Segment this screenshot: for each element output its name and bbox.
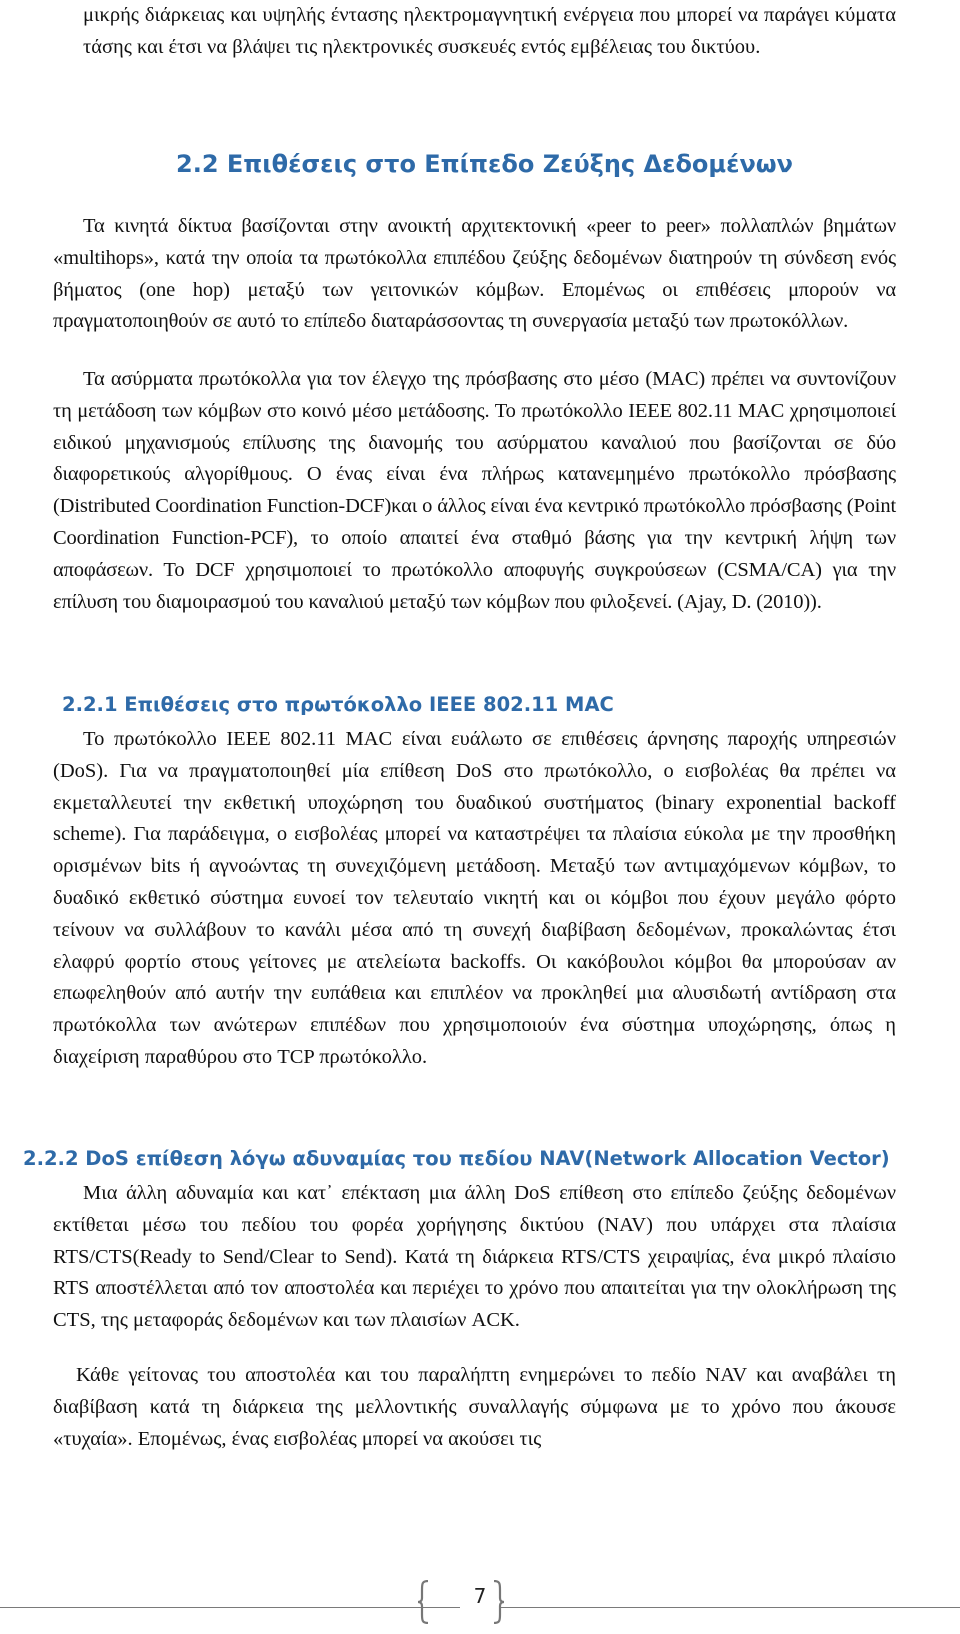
paragraph-nav-weakness: Μια άλλη αδυναμία και κατ᾽ επέκταση μια άλλη DoS επίθεση στο επίπεδο ζεύξης δεδομένων εκτίθεται μέσω του πεδίου του φορέα χορήγησης δικτύου (NAV) που υπάρχει στα πλαίσια RTS/CTS(Ready to Send/Clear to Send). Κατά τη διάρκεια RTS/CTS χειραψίας, ένα μικρό πλαίσιο RTS αποστέλλεται από τον αποστολέα και περιέχει το χρόνο που απαιτείται για την ολοκλήρωση της CTS, της μεταφοράς δεδομένων και των πλαισίων ACK. [53, 1182, 896, 1332]
footer-right-brace-icon [492, 1580, 504, 1624]
page-number: 7 [460, 1584, 500, 1608]
paragraph-ieee-dos: Το πρωτόκολλο IEEE 802.11 MAC είναι ευάλωτο σε επιθέσεις άρνησης παροχής υπηρεσιών (DoS). Για να πραγματοποιηθεί μία επίθεση DoS στο πρωτόκολλο, ο εισβολέας θα πρέπει να εκμεταλλευτεί την εκθετική υποχώρηση του δυαδικού συστήματος (binary exponential backoff scheme). Για παράδειγμα, ο εισβολέας μπορεί να καταστρέψει τα πλαίσια εύκολα με την προσθήκη ορισμένων bits ή αγνοώντας τη συνεχιζόμενη μετάδοση. Μεταξύ των αντιμαχόμενων κόμβων, το δυαδικό εκθετικό σύστημα ευνοεί τον τελευταίο νικητή και οι κόμβοι που έχουν μεγάλο φόρτο τείνουν να συλλάβουν το κανάλι μέσα από τη συνεχή διαβίβαση δεδομένων, προκαλώντας έτσι ελαφρύ φορτίο στους γείτονες με ατελείωτα backoffs. Οι κακόβουλοι κόμβοι θα μπορούσαν αν επωφεληθούν από αυτήν την ευπάθεια και επιπλέον να προκληθεί μια αλυσιδωτή αντίδραση στα πρωτόκολλα των ανώτερων επιπέδων που χρησιμοποιούν ένα σύστημα υποχώρησης, όπως η διαχείριση παραθύρου στο TCP πρωτόκολλο. [53, 728, 896, 1068]
paragraph-mobile-networks: Τα κινητά δίκτυα βασίζονται στην ανοικτή αρχιτεκτονική «peer to peer» πολλαπλών βημάτων «multihops», κατά την οποία τα πρωτόκολλα επιπέδου ζεύξης δεδομένων διατηρούν τη σύνδεση ενός βήματος (one hop) μεταξύ των γειτονικών κόμβων. Επομένως οι επιθέσεις μπορούν να πραγματοποιηθούν σε αυτό το επίπεδο διαταράσσοντας τη συνεργασία μεταξύ των πρωτοκόλλων. [53, 215, 896, 333]
subsection-heading-2-2-1: 2.2.1 Επιθέσεις στο πρωτόκολλο IEEE 802.11 MAC [62, 693, 614, 716]
subsection-heading-2-2-2: 2.2.2 DoS επίθεση λόγω αδυναμίας του πεδίου NAV(Network Allocation Vector) [23, 1147, 890, 1170]
section-heading-2-2: 2.2 Επιθέσεις στο Επίπεδο Ζεύξης Δεδομένων [176, 150, 793, 178]
page-footer [0, 1574, 960, 1634]
paragraph-nav-neighbors: Κάθε γείτονας του αποστολέα και του παραλήπτη ενημερώνει το πεδίο NAV και αναβάλει τη διαβίβαση κατά τη διάρκεια της μελλοντικής συναλλαγής σύμφωνα με το χρόνο που άκουσε «τυχαία». Επομένως, ένας εισβολέας μπορεί να ακούσει τις [53, 1364, 896, 1450]
footer-left-brace-icon [418, 1580, 430, 1624]
paragraph-intro-tail: μικρής διάρκειας και υψηλής έντασης ηλεκτρομαγνητική ενέργεια που μπορεί να παράγει κύματα τάσης και έτσι να βλάψει τις ηλεκτρονικές συσκευές εντός εμβέλειας του δικτύου. [83, 4, 896, 58]
paragraph-wireless-mac: Τα ασύρματα πρωτόκολλα για τον έλεγχο της πρόσβασης στο μέσο (MAC) πρέπει να συντονίζουν τη μετάδοση των κόμβων στο κοινό μέσο μετάδοσης. Το πρωτόκολλο IEEE 802.11 MAC χρησιμοποιεί ειδικού μηχανισμούς επίλυσης της διανομής του ασύρματου καναλιού που βασίζονται σε δύο διαφορετικούς αλγορίθμους. Ο ένας είναι ένα πλήρως κατανεμημένο πρωτόκολλο πρόσβασης (Distributed Coordination Function-DCF)και ο άλλος είναι ένα κεντρικό πρωτόκολλο πρόσβασης (Point Coordination Function-PCF), το οποίο απαιτεί ένα σταθμό βάσης για την κεντρική λήψη των αποφάσεων. Το DCF χρησιμοποιεί το πρωτόκολλο αποφυγής συγκρούσεων (CSMA/CA) για την επίλυση του διαμοιρασμού του καναλιού μεταξύ των κόμβων που φιλοξενεί. (Ajay, D. (2010)). [53, 368, 896, 613]
